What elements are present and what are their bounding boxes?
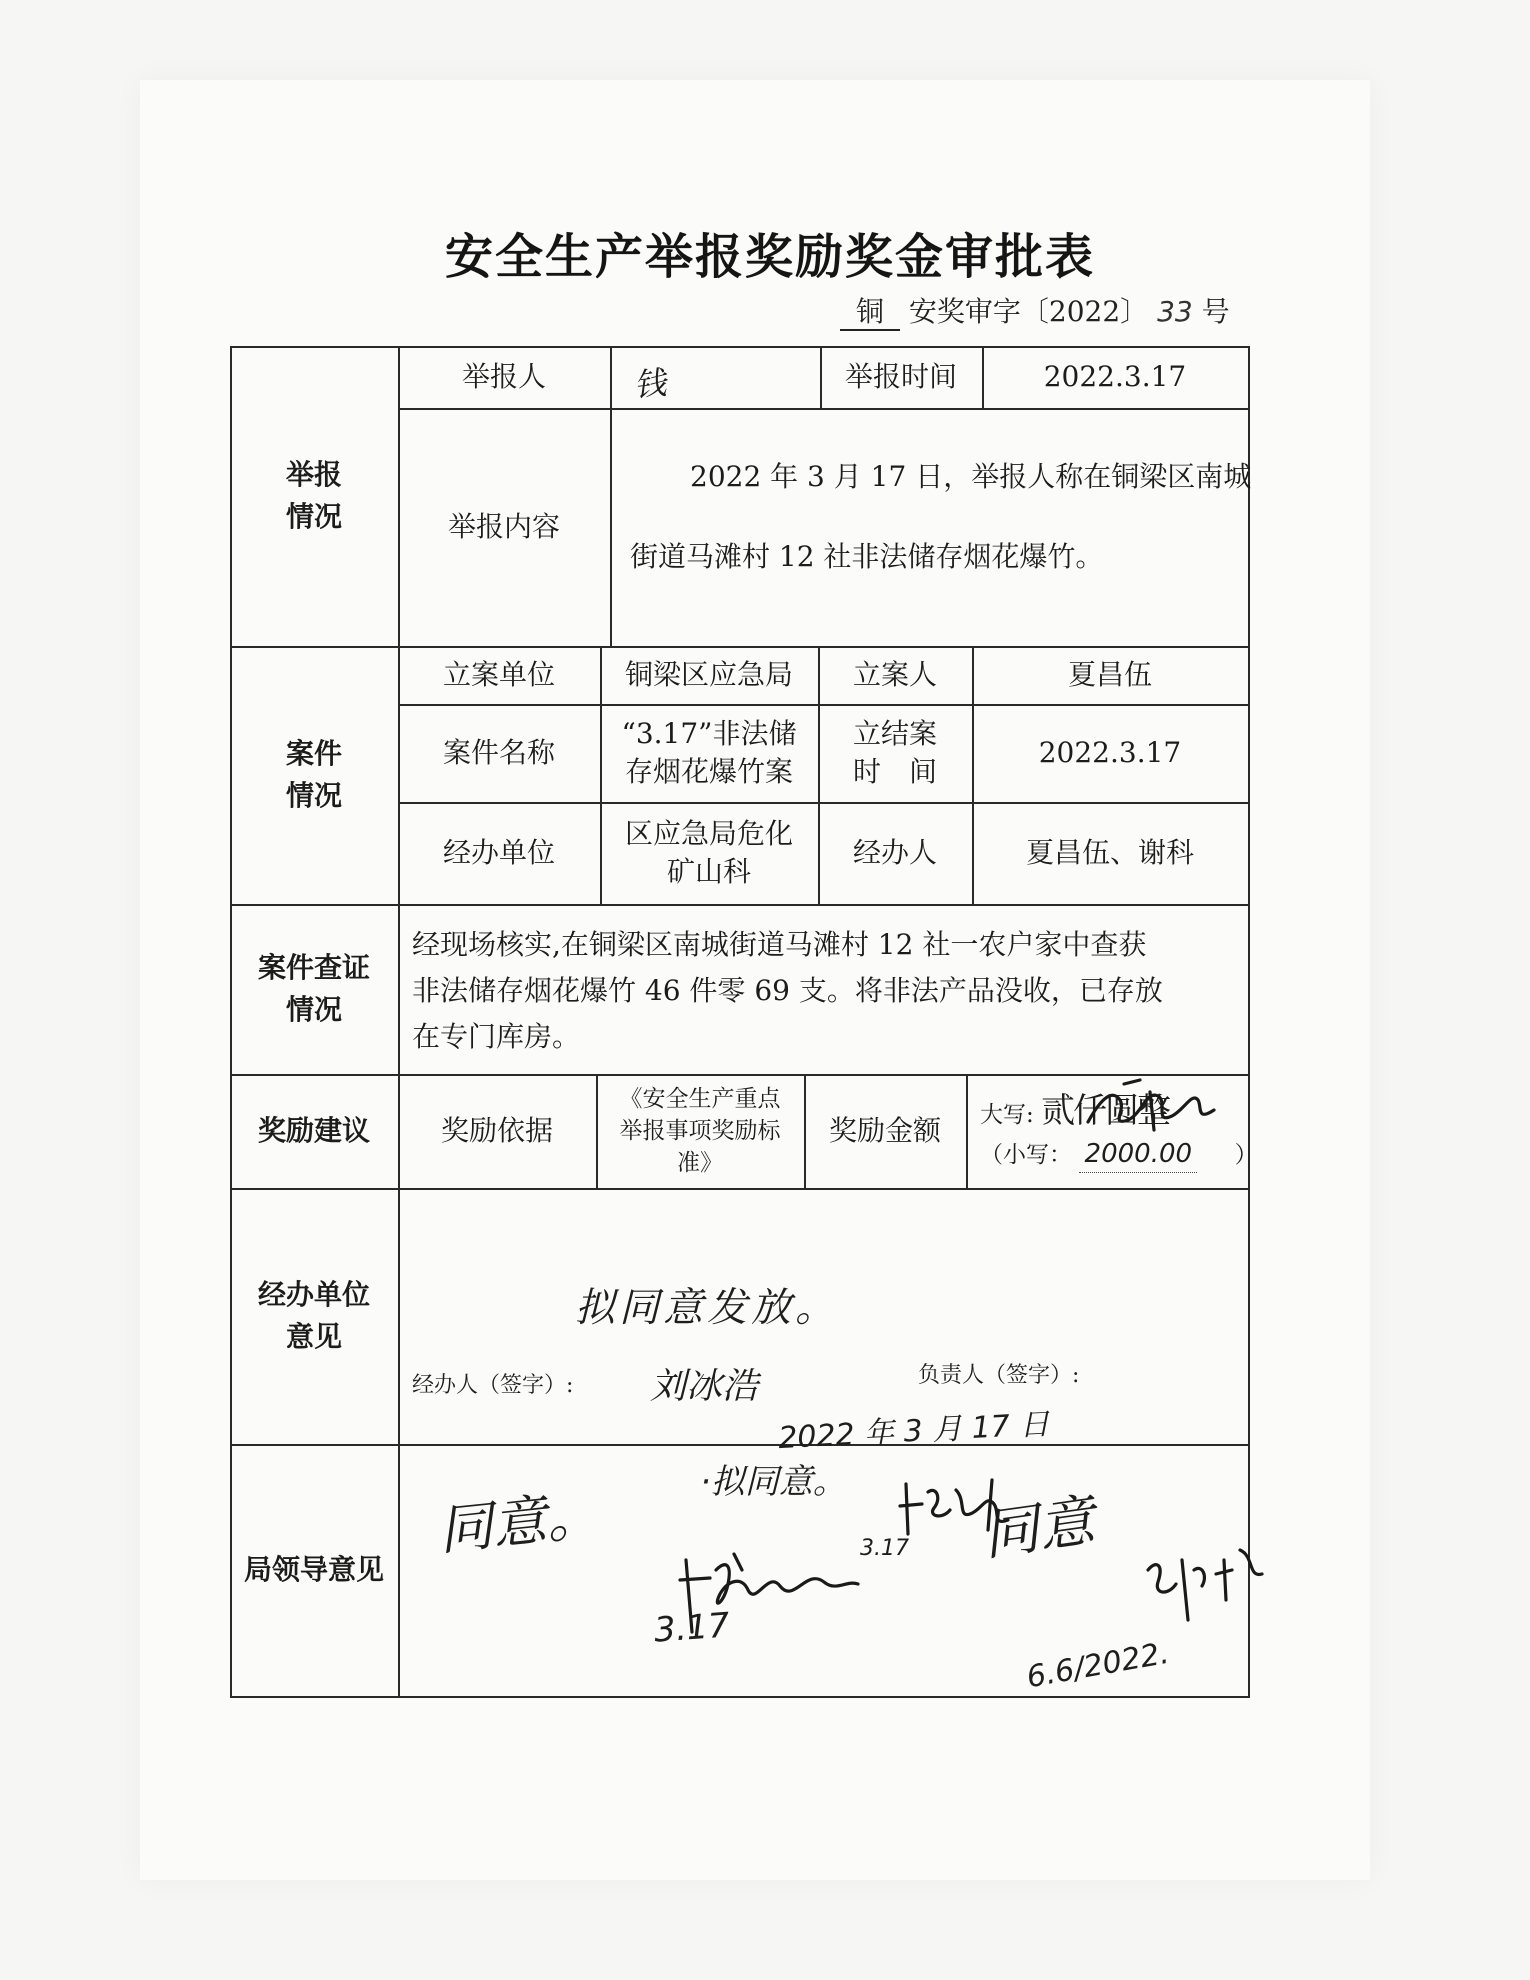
doc-number-prefix: 铜 [840, 295, 900, 331]
leader-note-3: 同意 [978, 1488, 1099, 1569]
handler-sign-label: 经办人（签字）: [412, 1373, 574, 1398]
reward-basis-label: 奖励依据 [440, 1114, 553, 1148]
leader-date-1: 3.17 [652, 1605, 732, 1651]
investigation-line3: 在专门库房。 [412, 1020, 581, 1053]
case-section-label: 案件 情况 [285, 737, 342, 812]
report-content-line2: 街道马滩村 12 社非法储存烟花爆竹。 [630, 540, 1104, 573]
doc-number-value: 33 [1157, 295, 1193, 328]
case-unit-label: 立案单位 [442, 658, 555, 692]
reporter-value [610, 346, 820, 408]
report-time-value: 2022.3.17 [1043, 360, 1187, 394]
form-title: 安全生产举报奖励奖金审批表 [444, 229, 1095, 285]
leader-date-2: 3.17 [860, 1536, 909, 1561]
handler-value: 夏昌伍、谢科 [1025, 836, 1194, 870]
leader-note-1: 同意。 [435, 1482, 604, 1563]
handler-signature: 刘冰浩 [650, 1366, 759, 1407]
doc-number-middle: 安奖审字〔2022〕 [908, 295, 1149, 328]
doc-number-suffix: 号 [1201, 295, 1230, 328]
case-name-value: “3.17”非法储 存烟花爆竹案 [621, 717, 797, 788]
amount-lower-close: ） [1234, 1141, 1258, 1168]
approval-table [230, 346, 1258, 1696]
investigation-line2: 非法储存烟花爆竹 46 件零 69 支。将非法产品没收，已存放 [412, 974, 1163, 1007]
unit-opinion-date: 2022 年 3 月 17 日 [777, 1406, 1051, 1457]
amount-upper-handwritten: 贰仟圆整 [1041, 1091, 1170, 1131]
amount-lower-handwritten: 2000.00 [1079, 1137, 1197, 1173]
unit-opinion-section-label: 经办单位 意见 [257, 1278, 370, 1353]
handler-unit-label: 经办单位 [442, 836, 555, 870]
report-content-line1: 2022 年 3 月 17 日，举报人称在铜梁区南城 [690, 460, 1252, 493]
case-time-value: 2022.3.17 [1038, 736, 1182, 770]
case-unit-value: 铜梁区应急局 [624, 658, 793, 692]
case-person-value: 夏昌伍 [1067, 658, 1152, 691]
bureau-signature-2-icon [896, 1470, 1026, 1550]
investigation-line1: 经现场核实,在铜梁区南城街道马滩村 12 社一农户家中查获 [412, 928, 1147, 961]
bureau-signature-3-icon [1136, 1530, 1286, 1630]
leader-opinion-section-label: 局领导意见 [243, 1553, 384, 1586]
case-name-label: 案件名称 [442, 736, 555, 770]
handler-label: 经办人 [852, 836, 937, 870]
case-person-label: 立案人 [852, 658, 937, 692]
bleed-through-text [380, 142, 1240, 160]
leader-note-2: ·拟同意。 [700, 1462, 847, 1502]
reward-section-label: 奖励建议 [257, 1114, 370, 1147]
document-number [840, 290, 1260, 336]
unit-opinion-handwritten: 拟同意发放。 [575, 1285, 839, 1331]
report-time-label: 举报时间 [844, 360, 957, 394]
handler-unit-value: 区应急局危化 矿山科 [624, 817, 793, 888]
reward-amount-label: 奖励金额 [828, 1114, 941, 1148]
amount-lower-label: （小写： [980, 1141, 1072, 1168]
reporter-handwritten: 钱 [632, 363, 668, 405]
leader-sign-label: 负责人（签字）: [918, 1363, 1080, 1388]
leader-signature-icon [1080, 1070, 1220, 1150]
reporter-label: 举报人 [461, 360, 546, 394]
report-section-label: 举报 情况 [285, 458, 342, 533]
reward-basis-value: 《安全生产重点 举报事项奖励标 准》 [619, 1085, 781, 1177]
grid-line [230, 1696, 1250, 1698]
investigation-section-label: 案件查证 情况 [257, 951, 370, 1026]
amount-upper-label: 大写: [980, 1102, 1034, 1128]
bureau-signature-1-icon [676, 1540, 896, 1640]
leader-date-3: 6.6/2022. [1024, 1635, 1172, 1696]
report-content-label: 举报内容 [447, 510, 560, 544]
case-time-label: 立结案 时 间 [852, 717, 937, 788]
